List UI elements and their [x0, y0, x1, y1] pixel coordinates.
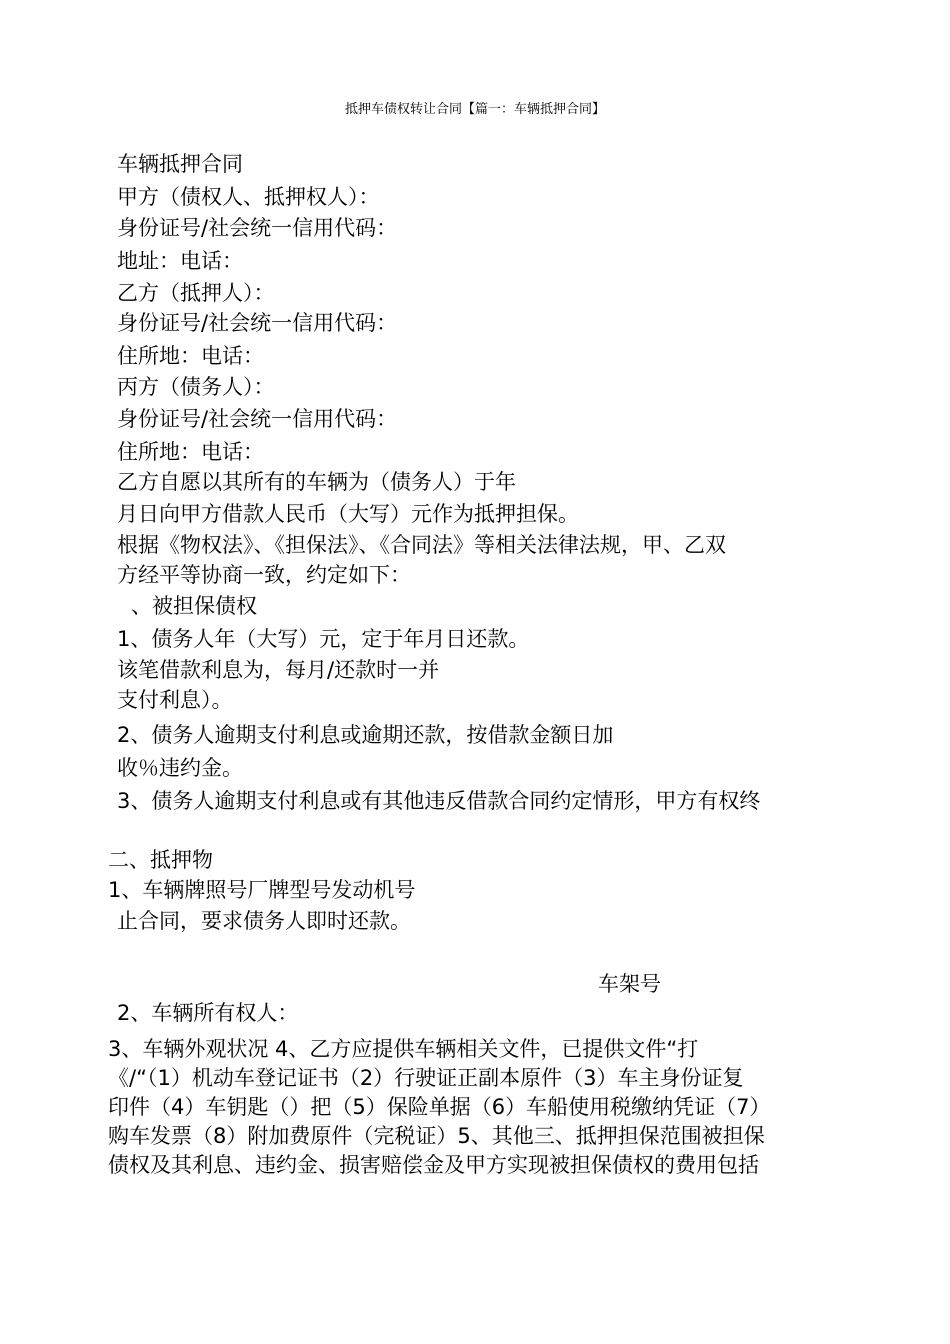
- contract-title: 车辆抵押合同: [117, 152, 243, 176]
- party-a-label: 甲方（债权人、抵押权人）：: [117, 185, 380, 209]
- paragraph-line: 购车发票（8）附加费原件（完税证）5、其他三、抵押担保范围被担保: [108, 1124, 765, 1148]
- clause-line: 支付利息）。: [117, 688, 233, 712]
- collateral-item-1: 1、车辆牌照号厂牌型号发动机号: [108, 878, 416, 902]
- clause-2: 2、债务人逾期支付利息或逾期还款，按借款金额日加: [117, 723, 614, 747]
- clause-1: 1、债务人年（大写）元，定于年月日还款。: [117, 627, 530, 651]
- paragraph-line: 乙方自愿以其所有的车辆为（债务人）于年: [117, 470, 516, 494]
- clause-3: 3、债务人逾期支付利息或有其他违反借款合同约定情形，甲方有权终: [117, 789, 761, 813]
- collateral-item-2: 2、车辆所有权人：: [117, 1001, 299, 1025]
- party-c-address-label: 住所地：电话：: [117, 440, 264, 464]
- paragraph-line: 印件（4）车钥匙（）把（5）保险单据（6）车船使用税缴纳凭证（7）: [108, 1095, 771, 1119]
- paragraph-line: 根据《物权法》、《担保法》、《合同法》等相关法律法规，甲、乙双: [117, 533, 726, 557]
- party-c-label: 丙方（债务人）：: [117, 375, 275, 399]
- party-a-address-label: 地址：电话：: [117, 249, 243, 273]
- clause-line: 止合同，要求债务人即时还款。: [117, 909, 411, 933]
- party-c-id-label: 身份证号/社会统一信用代码：: [117, 407, 398, 431]
- paragraph-line: 方经平等协商一致，约定如下：: [117, 563, 411, 587]
- paragraph-line: 月日向甲方借款人民币（大写）元作为抵押担保。: [117, 502, 579, 526]
- party-b-label: 乙方（抵押人）：: [117, 281, 275, 305]
- party-a-id-label: 身份证号/社会统一信用代码：: [117, 216, 398, 240]
- clause-line: 该笔借款利息为，每月/还款时一并: [117, 658, 440, 682]
- document-header: 抵押车债权转让合同【篇一：车辆抵押合同】: [344, 102, 605, 117]
- party-b-id-label: 身份证号/社会统一信用代码：: [117, 311, 398, 335]
- clause-line: 收％违约金。: [117, 756, 243, 780]
- party-b-address-label: 住所地：电话：: [117, 344, 264, 368]
- collateral-item-3: 3、车辆外观状况 4、乙方应提供车辆相关文件，已提供文件“打: [108, 1037, 699, 1061]
- vin-label: 车架号: [598, 972, 661, 996]
- paragraph-line: 债权及其利息、违约金、损害赔偿金及甲方实现被担保债权的费用包括: [108, 1153, 759, 1177]
- section-heading-2: 二、抵押物: [108, 848, 213, 872]
- paragraph-line: 《/“（1）机动车登记证书（2）行驶证正副本原件（3）车主身份证复: [108, 1066, 744, 1090]
- section-heading-1: 、被担保债权: [131, 594, 257, 618]
